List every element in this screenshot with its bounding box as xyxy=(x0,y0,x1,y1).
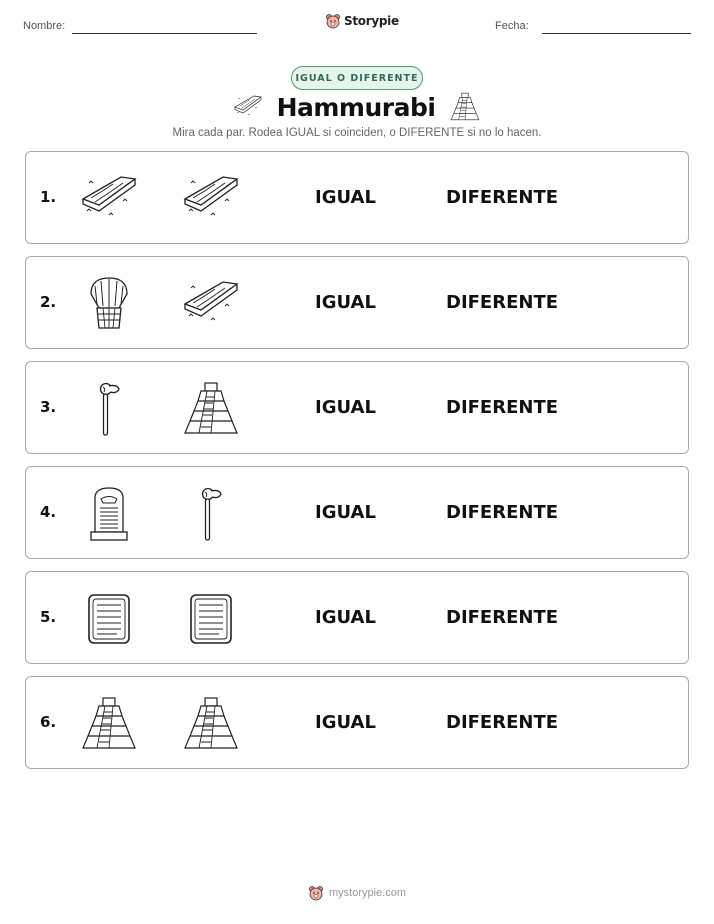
ziggurat-icon xyxy=(79,696,139,752)
footer xyxy=(0,885,714,901)
exercise-list xyxy=(25,151,689,781)
instructions: Mira cada par. Rodea IGUAL si coinciden, o DIFERENTE si no lo hacen. xyxy=(172,127,542,139)
row-number: 6. xyxy=(40,713,57,731)
row-number: 5. xyxy=(40,608,57,626)
option-same[interactable]: IGUAL xyxy=(315,187,376,208)
bear-icon xyxy=(325,13,341,29)
option-different[interactable]: DIFERENTE xyxy=(446,292,559,313)
ziggurat-icon xyxy=(181,696,241,752)
option-different[interactable]: DIFERENTE xyxy=(446,712,559,733)
ziggurat-icon xyxy=(181,381,241,437)
row-number: 1. xyxy=(40,188,57,206)
date-label: Fecha: xyxy=(495,20,529,32)
brand-name: Storypie xyxy=(344,14,399,28)
name-label: Nombre: xyxy=(23,20,66,32)
option-different[interactable]: DIFERENTE xyxy=(446,502,559,523)
exercise-row xyxy=(25,571,689,664)
page-title: Hammurabi xyxy=(276,92,436,122)
scepter-icon xyxy=(181,486,241,542)
river-icon xyxy=(181,276,241,332)
option-same[interactable]: IGUAL xyxy=(315,502,376,523)
river-icon xyxy=(79,171,139,227)
footer-url[interactable]: mystorypie.com xyxy=(328,887,407,899)
option-same[interactable]: IGUAL xyxy=(315,712,376,733)
option-same[interactable]: IGUAL xyxy=(315,607,376,628)
clay-tablet-icon xyxy=(181,591,241,647)
title-row xyxy=(0,92,714,122)
name-line[interactable] xyxy=(72,33,257,34)
row-number: 2. xyxy=(40,293,57,311)
river-icon xyxy=(181,171,241,227)
brand-logo xyxy=(325,13,399,29)
scepter-icon xyxy=(79,381,139,437)
option-same[interactable]: IGUAL xyxy=(315,292,376,313)
option-different[interactable]: DIFERENTE xyxy=(446,187,559,208)
ziggurat-icon xyxy=(449,92,481,122)
option-different[interactable]: DIFERENTE xyxy=(446,607,559,628)
option-same[interactable]: IGUAL xyxy=(315,397,376,418)
exercise-row xyxy=(25,676,689,769)
exercise-row xyxy=(25,256,689,349)
bear-icon xyxy=(308,885,324,901)
exercise-row xyxy=(25,361,689,454)
exercise-row xyxy=(25,151,689,244)
option-different[interactable]: DIFERENTE xyxy=(446,397,559,418)
stele-icon xyxy=(79,486,139,542)
river-icon xyxy=(233,93,263,121)
date-line[interactable] xyxy=(542,33,691,34)
basket-icon xyxy=(79,276,139,332)
row-number: 3. xyxy=(40,398,57,416)
clay-tablet-icon xyxy=(79,591,139,647)
row-number: 4. xyxy=(40,503,57,521)
exercise-row xyxy=(25,466,689,559)
worksheet-type-badge: IGUAL O DIFERENTE xyxy=(291,66,423,90)
